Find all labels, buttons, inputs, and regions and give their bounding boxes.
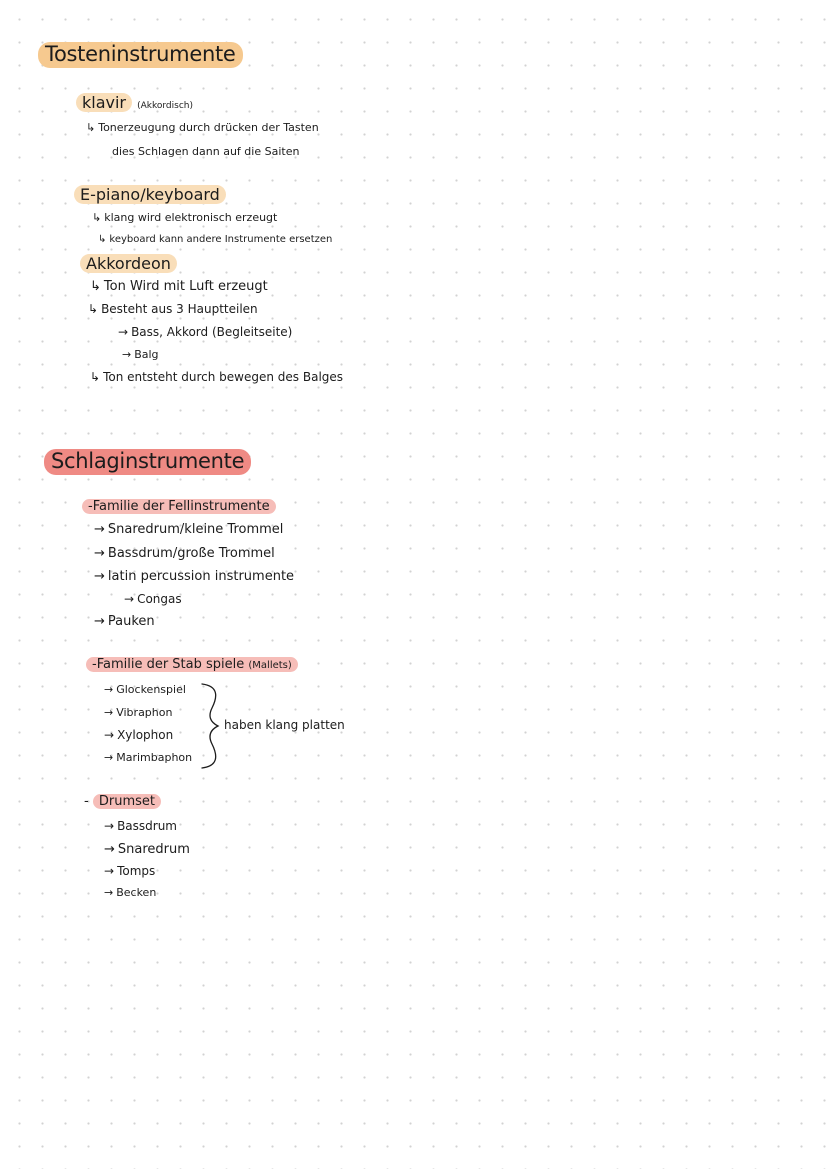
- arrow-icon: →: [94, 546, 105, 561]
- arrow-icon: →: [104, 683, 114, 696]
- akkordeon-line-4: → Balg: [122, 348, 159, 361]
- klavier-line-1: ↳ Tonerzeugung durch drücken der Tasten: [86, 121, 319, 134]
- curly-brace-icon: [196, 680, 226, 772]
- arrow-icon: →: [104, 819, 115, 833]
- fell-item: → Congas: [124, 592, 182, 606]
- epiano-label: E-piano/keyboard: [74, 185, 226, 204]
- arrow-icon: →: [94, 569, 105, 584]
- stab-heading: [86, 657, 298, 673]
- fell-item: → Snaredrum/kleine Trommel: [94, 522, 284, 537]
- epiano-line-2: ↳ keyboard kann andere Instrumente ersetzen: [98, 234, 333, 245]
- drumset-heading: [84, 794, 161, 810]
- fell-item: → Pauken: [94, 614, 155, 629]
- klavier-label: klavir: [76, 93, 132, 112]
- hook-arrow-icon: ↳: [88, 302, 99, 316]
- fell-heading: [82, 499, 276, 515]
- klavier-note: (Akkordisch): [137, 101, 193, 111]
- stab-item: → Vibraphon: [104, 706, 173, 719]
- akkordeon-heading: [80, 254, 177, 273]
- drumset-item: → Becken: [104, 886, 157, 899]
- drumset-label: Drumset: [93, 794, 161, 809]
- section-title-tasteninstrumente: [38, 42, 243, 68]
- fell-item: → Bassdrum/große Trommel: [94, 546, 275, 561]
- klavier-line-2: dies Schlagen dann auf die Saiten: [112, 145, 300, 158]
- stab-brace-note: haben klang platten: [224, 718, 345, 732]
- akkordeon-line-1: ↳ Ton Wird mit Luft erzeugt: [90, 279, 268, 294]
- drumset-item: → Tomps: [104, 864, 156, 878]
- akkordeon-line-3: → Bass, Akkord (Begleitseite): [118, 325, 293, 339]
- akkordeon-line-5: ↳ Ton entsteht durch bewegen des Balges: [90, 370, 344, 384]
- drumset-dash: -: [84, 794, 89, 809]
- stab-label: -Familie der Stab spiele: [92, 657, 245, 672]
- arrow-icon: →: [122, 348, 132, 361]
- stab-item: → Xylophon: [104, 728, 174, 742]
- klavier-heading: [76, 93, 193, 112]
- heading-schlaginstrumente: Schlaginstrumente: [44, 449, 251, 475]
- stab-note: (Mallets): [248, 660, 292, 671]
- epiano-line-1: ↳ klang wird elektronisch erzeugt: [92, 211, 278, 224]
- akkordeon-line-2: ↳ Besteht aus 3 Hauptteilen: [88, 302, 258, 316]
- arrow-icon: →: [94, 522, 105, 537]
- hook-arrow-icon: ↳: [90, 279, 101, 294]
- akkordeon-label: Akkordeon: [80, 254, 177, 273]
- hook-arrow-icon: ↳: [86, 121, 96, 134]
- epiano-heading: [74, 185, 226, 204]
- drumset-item: → Snaredrum: [104, 842, 190, 857]
- arrow-icon: →: [94, 614, 105, 629]
- fell-item: → latin percussion instrumente: [94, 569, 295, 584]
- hook-arrow-icon: ↳: [92, 211, 102, 224]
- stab-item: → Glockenspiel: [104, 683, 186, 696]
- arrow-icon: →: [104, 751, 114, 764]
- arrow-icon: →: [104, 864, 115, 878]
- section-title-schlaginstrumente: [44, 449, 251, 475]
- arrow-icon: →: [104, 886, 114, 899]
- drumset-item: → Bassdrum: [104, 819, 177, 833]
- heading-tasteninstrumente: Tosteninstrumente: [38, 42, 243, 68]
- arrow-icon: →: [124, 592, 135, 606]
- hook-arrow-icon: ↳: [90, 370, 101, 384]
- arrow-icon: →: [104, 706, 114, 719]
- fell-label: -Familie der Fellinstrumente: [82, 499, 276, 514]
- arrow-icon: →: [104, 728, 115, 742]
- stab-item: → Marimbaphon: [104, 751, 193, 764]
- arrow-icon: →: [118, 325, 129, 339]
- arrow-icon: →: [104, 842, 115, 857]
- hook-arrow-icon: ↳: [98, 234, 107, 245]
